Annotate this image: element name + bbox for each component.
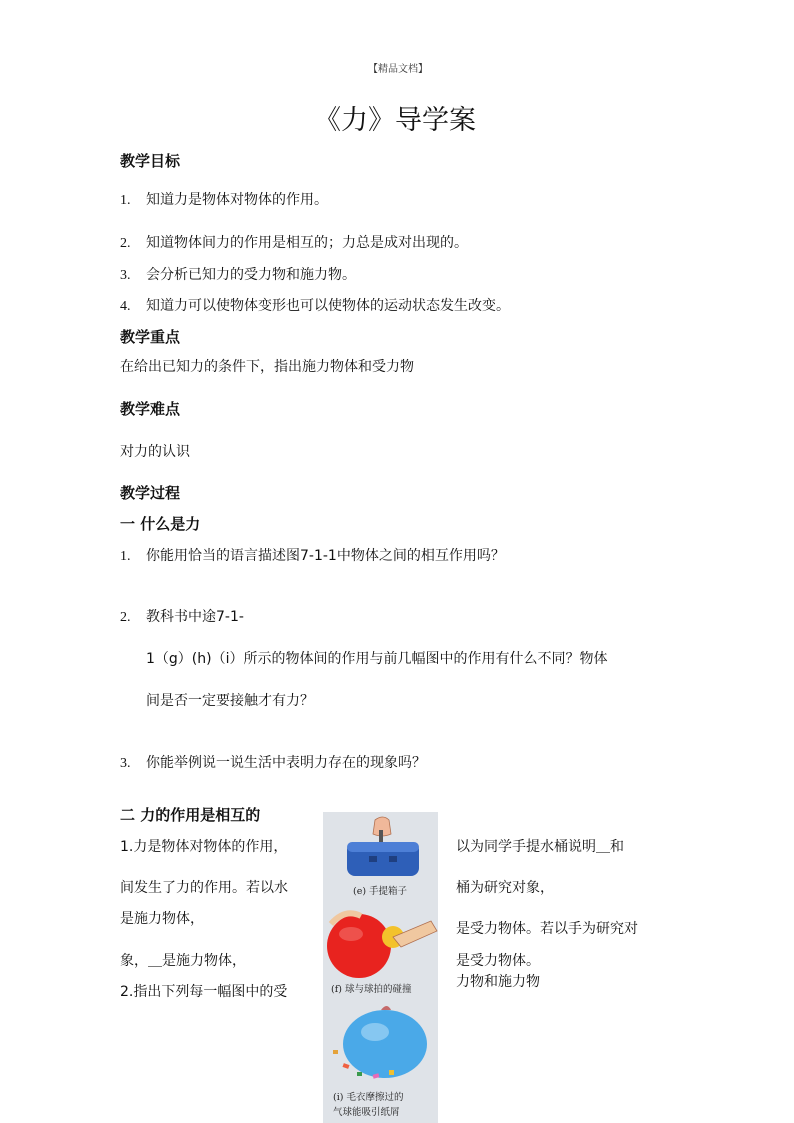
page-header: 【精品文档】 [368, 64, 428, 75]
hand-lifting-box-icon [347, 817, 419, 876]
right-text-line-1: 以为同学手提水桶说明＿和 [456, 839, 624, 855]
section2-heading: 二 力的作用是相互的 [120, 806, 261, 824]
objective-text: 知道物体间力的作用是相互的；力总是成对出现的。 [146, 235, 468, 251]
difficulty-text: 对力的认识 [120, 444, 190, 460]
question-number: 3. [120, 756, 131, 771]
objective-text: 知道力是物体对物体的作用。 [146, 192, 328, 208]
objective-number: 1. [120, 193, 131, 208]
left-text-line-4: 象，＿是施力物体， [120, 953, 246, 969]
left-text-line-1: 1.力是物体对物体的作用， [120, 839, 288, 855]
left-text-line-5: 2.指出下列每一幅图中的受 [120, 984, 288, 1000]
question-2-line-3: 间是否一定要接触才有力？ [146, 693, 314, 709]
figure-illustration [323, 812, 438, 1123]
question-number: 1. [120, 549, 131, 564]
key-point-heading: 教学重点 [120, 328, 181, 346]
question-1 [120, 545, 505, 565]
objectives-heading: 教学目标 [120, 152, 181, 170]
ball-and-paddle-icon [327, 913, 437, 978]
right-text-line-2: 桶为研究对象， [456, 880, 554, 896]
objective-number: 3. [120, 268, 131, 283]
page-title: 《力》导学案 [314, 105, 476, 136]
figure-caption-f: (f) 球与球拍的碰撞 [331, 984, 412, 995]
objective-item-1 [120, 189, 328, 209]
figure-caption-i-line-2: 气球能吸引纸屑 [333, 1107, 400, 1118]
objective-item-2 [120, 232, 468, 252]
textbook-figure [323, 812, 438, 1123]
difficulty-heading: 教学难点 [120, 400, 181, 418]
question-number: 2. [120, 610, 131, 625]
question-text: 你能用恰当的语言描述图7-1-1中物体之间的相互作用吗？ [146, 548, 505, 564]
objective-number: 4. [120, 299, 131, 314]
objective-number: 2. [120, 236, 131, 251]
left-text-line-3: 是施力物体， [120, 911, 204, 927]
question-3 [120, 752, 426, 772]
objective-text: 知道力可以使物体变形也可以使物体的运动状态发生改变。 [146, 298, 510, 314]
key-point-text: 在给出已知力的条件下，指出施力物体和受力物 [120, 359, 414, 375]
right-text-line-5: 力物和施力物 [456, 974, 540, 990]
figure-caption-e: (e) 手提箱子 [353, 886, 408, 897]
right-text-line-4: 是受力物体。 [456, 953, 540, 969]
objective-text: 会分析已知力的受力物和施力物。 [146, 267, 356, 283]
left-text-line-2: 间发生了力的作用。若以水 [120, 880, 288, 896]
question-text: 你能举例说一说生活中表明力存在的现象吗？ [146, 755, 426, 771]
question-text: 教科书中途7-1- [146, 609, 244, 625]
objective-item-3 [120, 264, 356, 284]
process-heading: 教学过程 [120, 484, 181, 502]
objective-item-4 [120, 295, 510, 315]
figure-caption-i-line-1: (i) 毛衣摩擦过的 [333, 1092, 404, 1103]
right-text-line-3: 是受力物体。若以手为研究对 [456, 921, 638, 937]
balloon-paper-icon [333, 1006, 427, 1079]
section1-heading: 一 什么是力 [120, 515, 201, 533]
question-2 [120, 606, 244, 626]
question-2-line-2: 1（g）(h)（i）所示的物体间的作用与前几幅图中的作用有什么不同？物体 [146, 651, 608, 667]
